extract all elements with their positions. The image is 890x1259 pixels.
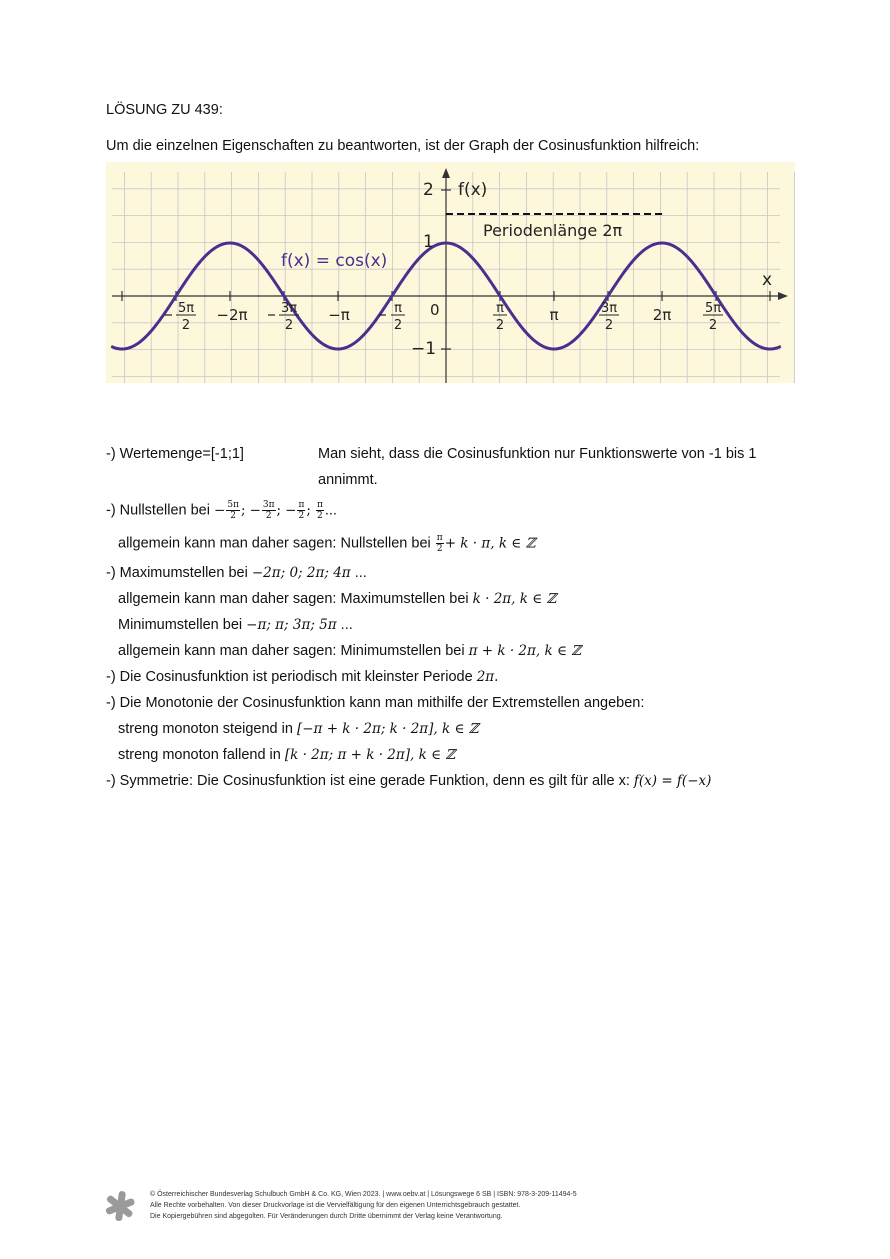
symmetrie-line: -) Symmetrie: Die Cosinusfunktion ist eine gerade Funktion, denn es gilt für alle x: f(x) = f(−x): [106, 773, 712, 789]
footer-rights: Alle Rechte vorbehalten. Von dieser Druckvorlage ist die Vervielfältigung für den eigenen Unterrichtsgebrauch gestattet.: [150, 1202, 521, 1209]
minimum-line: Minimumstellen bei −π; π; 3π; 5π ...: [118, 617, 353, 633]
origin-label: 0: [430, 301, 440, 319]
x-tick-3pi2-den: 2: [604, 318, 614, 333]
minimum-general-line: allgemein kann man daher sagen: Minimumstellen bei π + k · 2π, k ∈ ℤ: [118, 643, 582, 659]
x-tick-pi: π: [549, 306, 559, 324]
x-tick-negpi: −π: [328, 306, 350, 324]
y-tick-1: 1: [423, 232, 434, 252]
y-axis-label: f(x): [458, 180, 488, 200]
graph-grid: [112, 172, 794, 383]
period-label: Periodenlänge 2π: [483, 221, 623, 240]
page-title: LÖSUNG ZU 439:: [106, 102, 223, 118]
wertemenge-explanation-1: Man sieht, dass die Cosinusfunktion nur Funktionswerte von -1 bis 1: [318, 446, 757, 462]
monotonie-line: -) Die Monotonie der Cosinusfunktion kann man mithilfe der Extremstellen angeben:: [106, 695, 645, 711]
x-tick-5pi2-den: 2: [708, 318, 718, 333]
x-tick-neg3pi2-den: 2: [284, 318, 294, 333]
footer-copyright: © Österreichischer Bundesverlag Schulbuch GmbH & Co. KG, Wien 2023. | www.oebv.at | Lösungswege 6 SB | ISBN: 978-3-209-11494-5: [150, 1191, 577, 1198]
fallend-line: streng monoton fallend in [k · 2π; π + k · 2π], k ∈ ℤ: [118, 747, 456, 763]
x-axis-arrow: [778, 292, 788, 300]
x-tick-pi2-num: π: [496, 301, 504, 316]
y-tick-neg1: −1: [411, 339, 437, 359]
x-tick-neg5pi2-den: 2: [181, 318, 191, 333]
nullstellen-line: -) Nullstellen bei − $\frac{5\pi}{2}$ ; − $\frac{3\pi}{2}$ ; − $\frac{\pi}{2}$ ; $\frac{\pi}{2}$ ...: [106, 500, 337, 521]
x-tick-5pi2-num: 5π: [704, 301, 722, 316]
x-tick-3pi2-num: 3π: [600, 301, 618, 316]
wertemenge-explanation-2: annimmt.: [318, 472, 378, 488]
x-tick-neg5pi2-num: 5π: [177, 301, 195, 316]
function-label: f(x) = cos(x): [281, 251, 388, 271]
maximum-line: -) Maximumstellen bei −2π; 0; 2π; 4π ...: [106, 565, 367, 581]
periode-line: -) Die Cosinusfunktion ist periodisch mit kleinster Periode 2π.: [106, 669, 499, 685]
cosine-graph: [106, 162, 795, 383]
x-axis-label: x: [762, 270, 773, 290]
steigend-line: streng monoton steigend in [−π + k · 2π; k · 2π], k ∈ ℤ: [118, 721, 479, 737]
x-tick-negpi2-den: 2: [393, 318, 403, 333]
y-axis-arrow: [442, 168, 450, 178]
oebv-asterisk-logo-icon: [104, 1190, 136, 1222]
x-tick-2pi: 2π: [652, 306, 672, 324]
x-tick-negpi2-num: π: [394, 301, 402, 316]
maximum-general-line: allgemein kann man daher sagen: Maximumstellen bei k · 2π, k ∈ ℤ: [118, 591, 557, 607]
y-tick-2: 2: [423, 180, 434, 200]
intro-text: Um die einzelnen Eigenschaften zu beantworten, ist der Graph der Cosinusfunktion hilfreich:: [106, 138, 700, 154]
wertemenge-line: -) Wertemenge=[-1;1]: [106, 446, 244, 462]
nullstellen-general-line: allgemein kann man daher sagen: Nullstellen bei $\frac{\pi}{2}$ + k · π, k ∈ ℤ: [118, 533, 536, 554]
footer-disclaimer: Die Kopiergebühren sind abgegolten. Für Veränderungen durch Dritte übernimmt der Verlag keine Verantwortung.: [150, 1213, 503, 1220]
x-tick-neg3pi2-num: 3π: [280, 301, 298, 316]
x-tick-neg2pi: −2π: [216, 306, 248, 324]
x-tick-pi2-den: 2: [495, 318, 505, 333]
